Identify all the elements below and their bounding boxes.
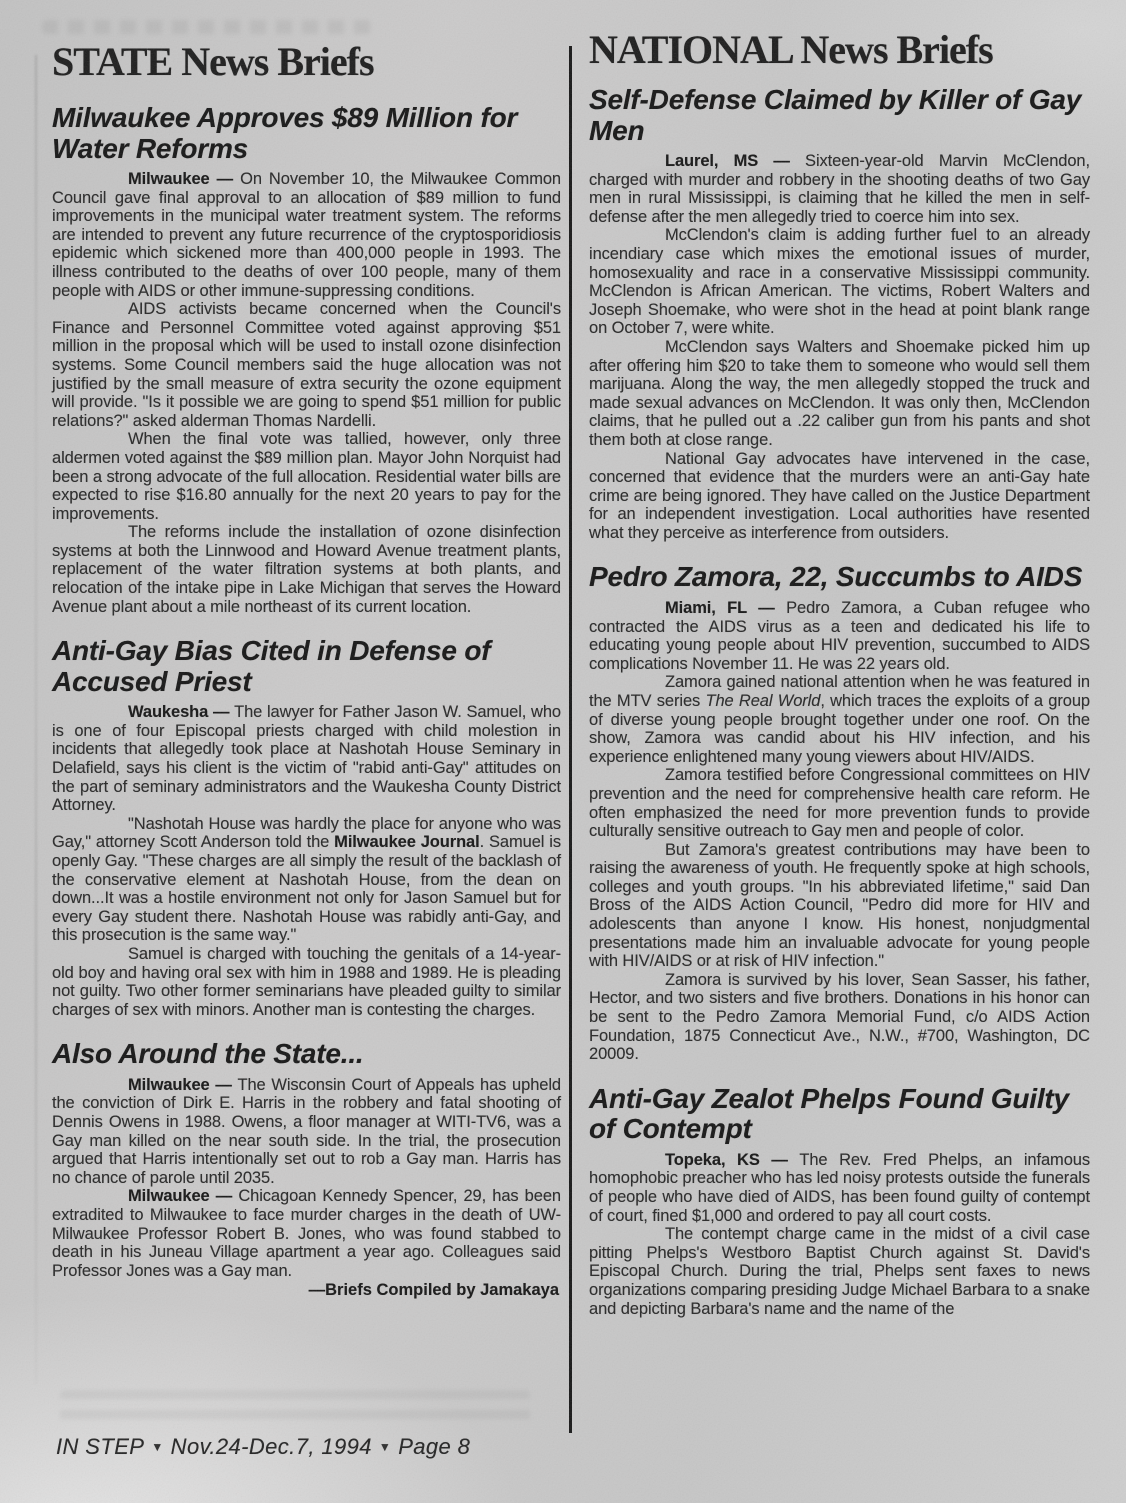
article-paragraph <box>52 523 561 616</box>
text-segment: Pedro Zamora, a Cuban refugee who contracted the AIDS virus as a teen and dedicated his life to educating young people about HIV prevention, succumbed to AIDS complications November 11. He was 22 years old. <box>589 598 1090 673</box>
dateline-lead: Miami, FL — <box>665 598 787 617</box>
text-segment: When the final vote was tallied, however, only three aldermen voted against the $89 million plan. Mayor John Norquist had been a strong advocate of the full allocation. Residential water bills are expected to rise $16.80 annually for the next 20 years to pay for the improvements. <box>52 430 561 523</box>
article-paragraph <box>52 1187 561 1280</box>
publication-name: IN STEP <box>56 1434 145 1459</box>
triangle-separator-icon: ▼ <box>378 1440 392 1454</box>
article-paragraph <box>589 226 1090 338</box>
text-segment: AIDS activists became concerned when the Council's Finance and Personnel Committee voted against approving $51 million in the proposal which will be used to install ozone disinfection systems. Some Council members said the huge allocation was not justified by the small measure of extra security the ozone equipment will provide. "Is it possible we are going to spend $51 million for public relations?" asked alderman Thomas Nardelli. <box>52 300 561 430</box>
article-paragraph <box>52 430 561 523</box>
article-headline: Anti-Gay Bias Cited in Defense of Accused Priest <box>52 635 491 697</box>
article-paragraph <box>589 673 1090 766</box>
triangle-separator-icon: ▼ <box>151 1440 164 1454</box>
article-paragraph <box>589 841 1090 971</box>
text-segment: The contempt charge came in the midst of a civil case pitting Phelps's Westboro Baptist Church against St. David's Episcopal Church. During the trial, Phelps sent faxes to news organizations comparing presiding Judge Michael Barbara to a snake and depicting Barbara's name and the name of the <box>589 1225 1090 1318</box>
article-paragraph <box>589 152 1090 226</box>
dateline-lead: Topeka, KS — <box>665 1150 800 1169</box>
section-title-state: STATE News Briefs <box>52 39 374 84</box>
article-headline: Anti-Gay Zealot Phelps Found Guilty of Contempt <box>589 1082 1069 1145</box>
text-segment: Sixteen-year-old Marvin McClendon, charged with murder and robbery in the shooting deaths of two Gay men in rural Mississippi, is claiming that he killed the men in self- defense after the men allegedly tried to coerce him into sex. <box>589 152 1090 226</box>
article-headline: Self-Defense Claimed by Killer of Gay Men <box>589 84 1082 146</box>
page-number: Page 8 <box>398 1434 471 1459</box>
scan-bleedthrough-artifact <box>42 20 372 34</box>
italic-work-title: The Real World <box>705 691 821 710</box>
text-segment: Samuel is charged with touching the genitals of a 14-year-old boy and having oral sex with him in 1988 and 1989. He is pleading not guilty. Two other former seminarians have pleaded guilty to similar charges of sex with minors. Another man is contesting the charges. <box>52 944 561 1019</box>
dateline-lead: Milwaukee — <box>128 1075 238 1094</box>
article-paragraph <box>52 703 561 815</box>
issue-date: Nov.24-Dec.7, 1994 <box>170 1434 372 1459</box>
scan-edge-artifact <box>35 55 37 1385</box>
article-paragraph <box>52 815 561 945</box>
article-paragraph <box>589 599 1090 673</box>
article-headline: Pedro Zamora, 22, Succumbs to AIDS <box>589 561 1083 593</box>
article-headline: Also Around the State... <box>52 1038 364 1070</box>
national-news-column <box>589 28 1090 1318</box>
article-paragraph <box>589 971 1090 1064</box>
article-paragraph <box>52 300 561 430</box>
state-news-column <box>52 40 561 1300</box>
text-segment: Chicagoan Kennedy Spencer, 29, has been extradited to Milwaukee to face murder charges in the death of UW-Milwaukee Professor Robert B. Jones, who was found stabbed to death in his Juneau Village apartment a year ago. Colleagues said Professor Jones was a Gay man. <box>52 1187 561 1280</box>
text-segment: On November 10, the Milwaukee Common Council gave final approval to an allocation of $89 million to fund improvements in the municipal water treatment system. The reforms are intended to prevent any future recurrence of the cryptosporidiosis epidemic which sickened more than 400,000 people in 1993. The illness contributed to the deaths of over 100 people, many of them people with AIDS or other immune-suppressing conditions. <box>52 170 561 300</box>
page-footer <box>56 1434 470 1460</box>
article-paragraph <box>589 1151 1090 1225</box>
text-segment: Zamora is survived by his lover, Sean Sasser, his father, Hector, and two sisters and five brothers. Donations in his honor can be sent to the Pedro Zamora Memorial Fund, c/o AIDS Action Foundation, 1875 Connecticut Ave., N.W., #700, Washington, DC 20009. <box>589 970 1090 1064</box>
dateline-lead: Milwaukee — <box>128 1187 239 1206</box>
national-articles <box>589 85 1090 1318</box>
article-headline: Milwaukee Approves $89 Million for Water Reforms <box>52 102 518 164</box>
text-segment: McClendon says Walters and Shoemake picked him up after offering him $20 to take them to someone who would sell them marijuana. Along the way, the men allegedly stopped the truck and made sexual advances on McClendon. It was only then, McClendon claims, that he pulled out a .22 caliber gun from his pants and shot them both at close range. <box>589 337 1090 449</box>
article-paragraph <box>589 450 1090 543</box>
text-segment: But Zamora's greatest contributions may have been to raising the awareness of youth. He frequently spoke at high schools, colleges and youth groups. "In his abbreviated lifetime," said Dan Bross of the AIDS Action Council, "Pedro did more for HIV and adolescents than anyone I know. His honest, nonjudgmental presentations made him an invaluable advocate for young people with HIV/AIDS or at risk of HIV infection." <box>589 840 1090 971</box>
state-articles <box>52 103 561 1300</box>
text-segment: The lawyer for Father Jason W. Samuel, who is one of four Episcopal priests charged with child molestion in incidents that allegedly took place at Nashotah House Seminary in Delafield, says his client is the victim of "rabid anti-Gay" attitudes on the part of seminary administrators and the Waukesha County District Attorney. <box>52 703 561 815</box>
dateline-lead: Milwaukee Journal <box>334 833 480 852</box>
article-paragraph <box>589 766 1090 840</box>
dateline-lead: Milwaukee — <box>128 170 241 188</box>
section-title-national: NATIONAL News Briefs <box>589 27 993 72</box>
text-segment: National Gay advocates have intervened in the case, concerned that evidence that the murders were an anti-Gay hate crime are being ignored. They have called on the Justice Department for an independent investigation. Local authorities have resented what they perceive as interference from outsiders. <box>589 449 1090 542</box>
text-segment: , which traces the exploits of a group of diverse young people brought together under one roof. On the show, Zamora was candid about his HIV infection, and his experience enlightened many young viewers about HIV/AIDS. <box>589 691 1090 766</box>
text-segment: The reforms include the installation of ozone disinfection systems at both the Linnwood and Howard Avenue treatment plants, replacement of the water filtration systems at both plants, and relocation of the intake pipe in Lake Michigan that serves the Howard Avenue plant about a mile northeast of its current location. <box>52 523 561 616</box>
text-segment: Zamora gained national attention when he was featured in the MTV series <box>589 673 1090 710</box>
article-paragraph <box>589 1225 1090 1318</box>
text-segment: "Nashotah House was hardly the place for anyone who was Gay," attorney Scott Anderson told the <box>52 814 561 852</box>
column-divider <box>569 46 572 1433</box>
article-paragraph <box>589 338 1090 450</box>
text-segment: Zamora testified before Congressional committees on HIV prevention and the need for comprehensive health care reform. He often emphasized the need for more prevention funds to provide culturally sensitive outreach to Gay men and people of color. <box>589 766 1090 841</box>
text-segment: McClendon's claim is adding further fuel to an already incendiary case which mixes the emotional issues of murder, homosexuality and race in a conservative Mississippi community. McClendon is African American. The victims, Robert Walters and Joseph Shoemake, who were shot in the head at point blank range on October 7, were white. <box>589 226 1090 338</box>
scan-bleedthrough-artifact <box>60 1390 530 1428</box>
article-paragraph <box>52 945 561 1019</box>
article-paragraph <box>52 1076 561 1188</box>
dateline-lead: Waukesha — <box>128 703 235 722</box>
text-segment: The Rev. Fred Phelps, an infamous homophobic preacher who has led noisy protests outside the funerals of people who have died of AIDS, has been found guilty of contempt of court, fined $1,000 and ordered to pay all court costs. <box>589 1150 1091 1225</box>
dateline-lead: Laurel, MS — <box>665 152 806 170</box>
text-segment: . Samuel is openly Gay. "These charges are all simply the result of the backlash of the conservative element at Nashotah House, from the dean on down...It was a hostile environment not only for Jason Samuel but for every Gay student there. Nashotah House was rabidly anti-Gay, and this prosecution is the same way." <box>52 833 562 945</box>
text-segment: The Wisconsin Court of Appeals has upheld the conviction of Dirk E. Harris in the robbery and fatal shooting of Dennis Owens in 1988. Owens, a floor manager at WITI-TV6, was a Gay man killed on the near south side. In the trial, the prosecution argued that Harris intentionally set out to rob a Gay man. Harris has no chance of parole until 2035. <box>52 1075 561 1187</box>
byline: —Briefs Compiled by Jamakaya <box>308 1281 559 1300</box>
article-paragraph <box>52 170 561 300</box>
